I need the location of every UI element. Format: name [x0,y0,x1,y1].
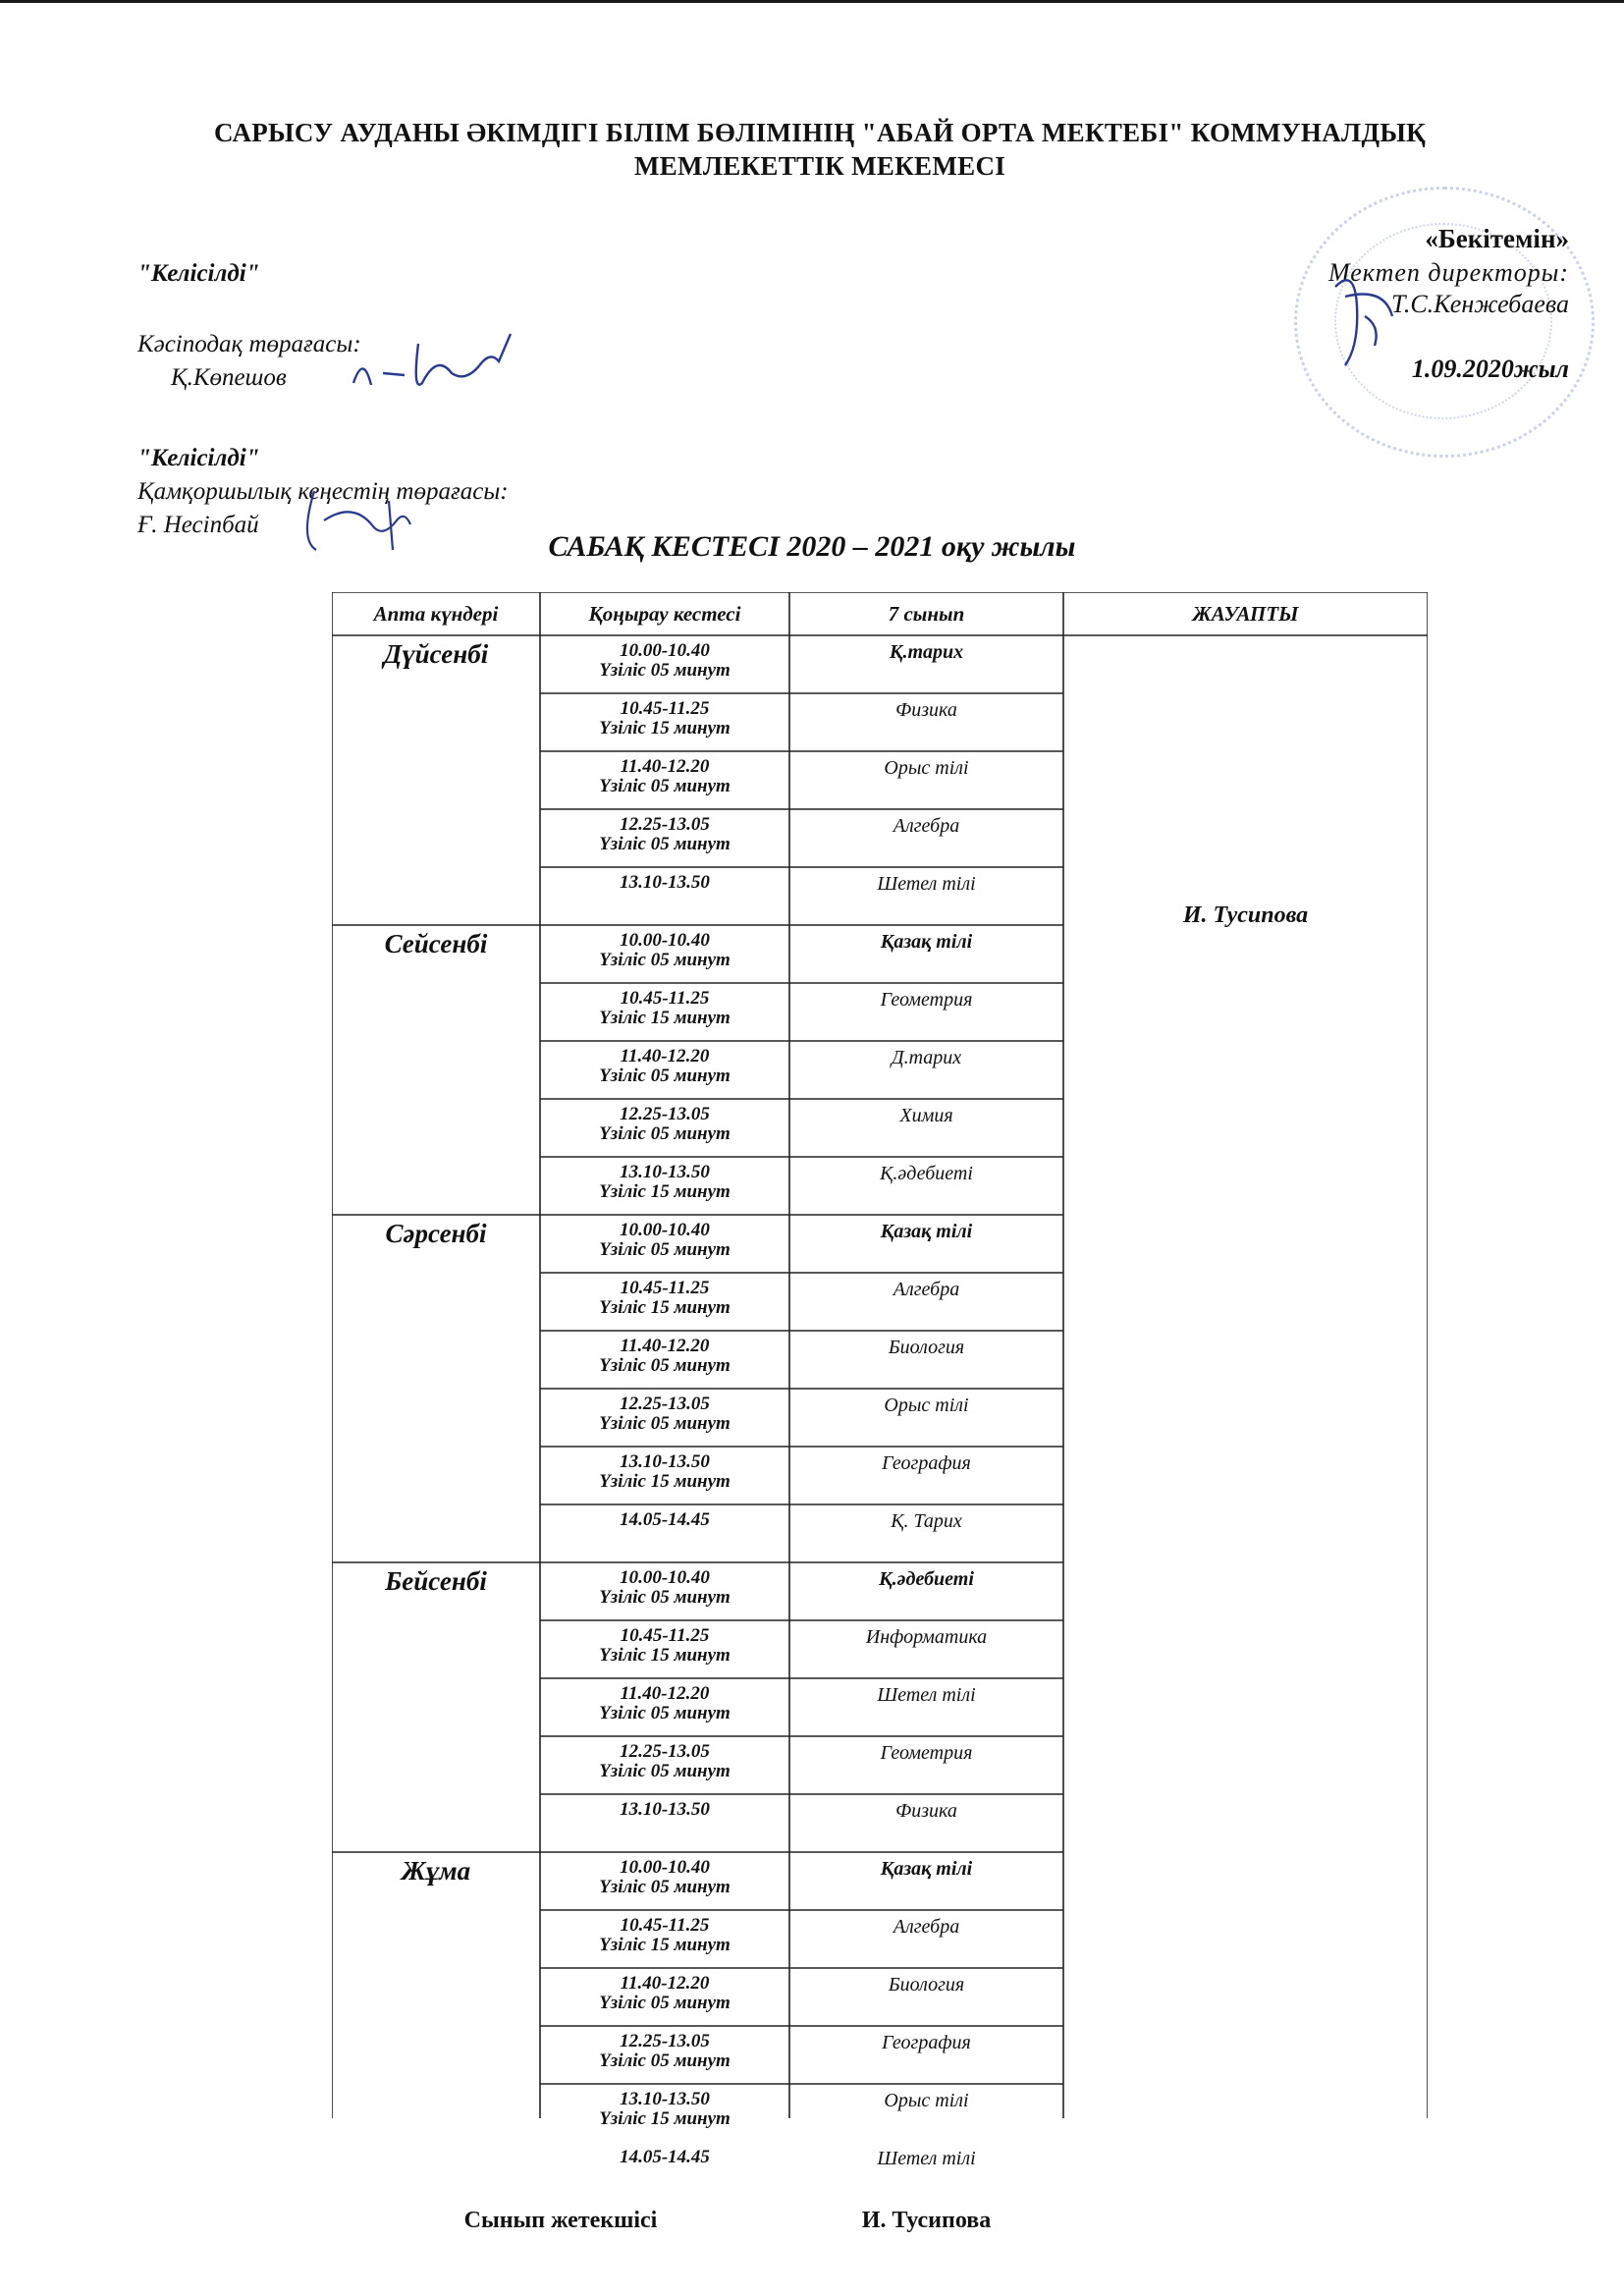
time-range: 11.40-12.20 [620,1973,710,1994]
lesson-time [540,2148,789,2167]
break-duration: Үзіліс 05 минут [599,1123,731,1144]
schedule-title: САБАҚ КЕСТЕСІ 2020 – 2021 оқу жылы [548,530,1076,563]
subject-name: Алгебра [893,1279,960,1300]
responsible-teacher: И. Тусипова [1182,902,1309,928]
subject-name: Шетел тілі [877,873,976,895]
union-chair-signature [344,314,520,403]
lesson-time [540,1221,789,1260]
subject-name: Қ.тарих [889,641,964,663]
subject-name: Қазақ тілі [880,1858,973,1880]
break-duration: Үзіліс 15 минут [599,1181,731,1202]
time-range: 13.10-13.50 [620,1162,710,1182]
lesson-time [540,1974,789,2013]
time-range: 14.05-14.45 [620,1509,710,1530]
break-duration: Үзіліс 05 минут [599,1413,731,1434]
subject-name: Орыс тілі [884,2090,969,2111]
lesson-time [540,1279,789,1318]
subject-name: Қ.әдебиеті [879,1568,974,1590]
time-range: 10.45-11.25 [620,698,710,719]
break-duration: Үзіліс 05 минут [599,950,731,970]
time-range: 10.45-11.25 [620,1915,710,1936]
time-range: 10.00-10.40 [620,1567,710,1588]
time-range: 10.00-10.40 [620,930,710,951]
left-approval-1 [137,257,361,395]
break-duration: Үзіліс 05 минут [599,1703,731,1723]
header-cell-1: Апта күндері [373,602,499,626]
lesson-time [540,2090,789,2129]
subject-name: Алгебра [893,1916,960,1938]
time-range: 11.40-12.20 [620,756,710,777]
subject-name: Орыс тілі [884,757,969,779]
break-duration: Үзіліс 15 минут [599,2108,731,2129]
subject-name: Биология [888,1974,965,1995]
time-range: 10.00-10.40 [620,640,710,661]
subject-name: Геометрия [880,989,973,1011]
break-duration: Үзіліс 05 минут [599,1587,731,1608]
subject-name: География [882,2032,971,2053]
subject-name: Қ.әдебиеті [880,1163,973,1184]
subject-name: Биология [888,1337,965,1358]
lesson-time [540,1163,789,1202]
day-name: Жұма [401,1856,471,1886]
break-duration: Үзіліс 05 минут [599,834,731,854]
time-range: 12.25-13.05 [620,1104,710,1124]
subject-name: Геометрия [880,1742,973,1764]
board-chair-name: Ғ. Несіпбай [137,512,259,538]
lesson-time [540,1394,789,1434]
time-range: 13.10-13.50 [620,2089,710,2109]
approved-label: «Бекітемін» [1425,224,1569,253]
scan-top-edge [0,0,1624,3]
time-range: 10.00-10.40 [620,1857,710,1878]
union-chair-name: Қ.Көпешов [171,364,287,391]
lesson-time [540,1047,789,1086]
break-duration: Үзіліс 15 минут [599,1935,731,1955]
time-range: 10.45-11.25 [620,1278,710,1298]
director-signature [1316,257,1404,375]
lesson-time [540,1626,789,1666]
day-name: Дүйсенбі [383,639,489,669]
time-range: 12.25-13.05 [620,1394,710,1414]
time-range: 12.25-13.05 [620,814,710,835]
subject-name: Алгебра [893,815,960,837]
break-duration: Үзіліс 05 минут [599,1993,731,2013]
break-duration: Үзіліс 15 минут [599,1008,731,1028]
subject-name: Қазақ тілі [880,931,973,953]
lesson-time [540,989,789,1028]
lesson-time [540,873,789,893]
header-cell-4: ЖАУАПТЫ [1192,602,1299,626]
subject-name: Шетел тілі [877,2148,976,2169]
break-duration: Үзіліс 15 минут [599,1471,731,1492]
subject-name: Химия [899,1105,953,1126]
break-duration: Үзіліс 15 минут [599,718,731,738]
subject-name: Орыс тілі [884,1394,969,1416]
day-name: Сейсенбі [384,929,488,958]
lesson-time [540,641,789,681]
agreed-label-1: "Келісілді" [137,260,260,287]
schedule-table [332,592,1428,2233]
break-duration: Үзіліс 05 минут [599,1877,731,1897]
break-duration: Үзіліс 05 минут [599,1355,731,1376]
subject-name: Физика [895,1800,957,1822]
time-range: 10.45-11.25 [620,988,710,1009]
break-duration: Үзіліс 05 минут [599,1066,731,1086]
lesson-time [540,1452,789,1492]
day-name: Бейсенбі [385,1566,487,1596]
class-teacher-name: И. Тусипова [861,2208,992,2233]
lesson-time [540,2032,789,2071]
header-cell-3: 7 сынып [888,602,965,626]
time-range: 13.10-13.50 [620,1451,710,1472]
subject-name: Шетел тілі [877,1684,976,1706]
break-duration: Үзіліс 15 минут [599,1645,731,1666]
approval-date: 1.09.2020жыл [1411,355,1569,383]
class-teacher-label: Сынып жетекшісі [463,2208,658,2233]
director-name: Т.С.Кенжебаева [1391,290,1569,318]
break-duration: Үзіліс 05 минут [599,1761,731,1781]
director-position: Мектеп директоры: [1327,258,1569,287]
time-range: 11.40-12.20 [620,1336,710,1356]
time-range: 10.45-11.25 [620,1625,710,1646]
lesson-time [540,1800,789,1820]
time-range: 10.00-10.40 [620,1220,710,1240]
lesson-time [540,1916,789,1955]
time-range: 12.25-13.05 [620,2031,710,2051]
day-name: Сәрсенбі [385,1219,487,1248]
break-duration: Үзіліс 05 минут [599,2050,731,2071]
time-range: 11.40-12.20 [620,1683,710,1704]
subject-name: Қазақ тілі [880,1221,973,1242]
agreed-label-2: "Келісілді" [137,445,260,471]
header-cell-2: Қоңырау кестесі [588,602,741,626]
subject-name: География [882,1452,971,1474]
lesson-time [540,1568,789,1608]
lesson-time [540,1858,789,1897]
subject-name: Д.тарих [891,1047,962,1068]
break-duration: Үзіліс 05 минут [599,1239,731,1260]
subject-name: Физика [895,699,957,721]
lesson-time [540,1510,789,1530]
board-chair-position: Қамқоршылық кеңестің төрағасы: [137,478,509,505]
time-range: 13.10-13.50 [620,1799,710,1820]
subject-name: Информатика [865,1626,988,1648]
lesson-time [540,1105,789,1144]
lesson-time [540,815,789,854]
break-duration: Үзіліс 05 минут [599,776,731,796]
break-duration: Үзіліс 15 минут [599,1297,731,1318]
union-chair-position: Кәсіподақ төрағасы: [137,331,361,357]
lesson-time [540,1684,789,1723]
time-range: 14.05-14.45 [620,2147,710,2167]
lesson-time [540,1337,789,1376]
time-range: 13.10-13.50 [620,872,710,893]
time-range: 12.25-13.05 [620,1741,710,1762]
lesson-time [540,757,789,796]
subject-name: Қ. Тарих [891,1510,962,1532]
lesson-time [540,699,789,738]
lesson-time [540,1742,789,1781]
break-duration: Үзіліс 05 минут [599,660,731,681]
lesson-time [540,931,789,970]
time-range: 11.40-12.20 [620,1046,710,1066]
organization-title: САРЫСУ АУДАНЫ ӘКІМДІГІ БІЛІМ БӨЛІМІНІҢ "АБАЙ ОРТА МЕКТЕБІ" КОММУНАЛДЫҚ МЕМЛЕКЕТТІК МЕКЕМЕСІ [213,118,1427,181]
